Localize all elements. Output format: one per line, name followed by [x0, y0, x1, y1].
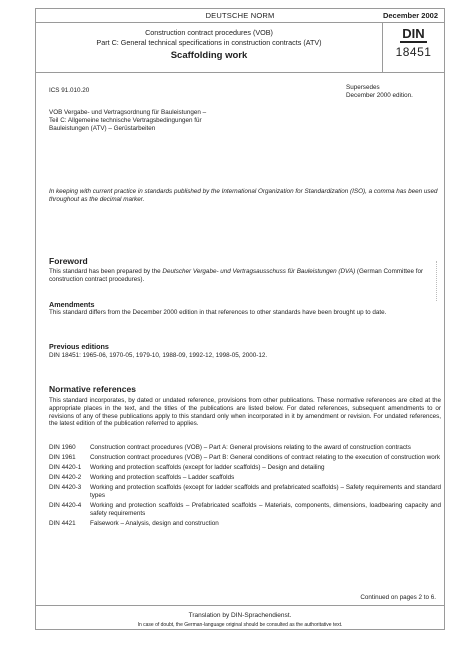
authoritative-text-note: In case of doubt, the German-language original should be consulted as the authoritative text. — [137, 622, 343, 628]
norm-label: DEUTSCHE NORM — [205, 11, 275, 20]
continued-note: Continued on pages 2 to 6. — [360, 594, 436, 601]
german-title-line-3: Bauleistungen (ATV) – Gerüstarbeiten — [49, 124, 156, 132]
german-title-line-2: Teil C: Allgemeine technische Vertragsbedingungen für — [49, 116, 202, 124]
reference-title: Falsework – Analysis, design and construction — [90, 520, 219, 528]
reference-title: Construction contract procedures (VOB) – Part B: General conditions of contract relating to the execution of construction work — [90, 454, 440, 462]
footer-divider — [36, 605, 444, 606]
supersedes-line-2: December 2000 edition. — [346, 91, 413, 99]
normative-references-heading: Normative references — [49, 384, 136, 394]
title-line-2: Part C: General technical specifications in construction contracts (ATV) — [96, 38, 322, 47]
reference-item — [49, 484, 441, 500]
reference-title: Working and protection scaffolds – Ladder scaffolds — [90, 474, 235, 482]
reference-code: DIN 4420-3 — [49, 484, 82, 492]
reference-item — [49, 520, 441, 528]
header-bar — [36, 9, 444, 23]
normative-references-text: This standard incorporates, by dated or undated reference, provisions from other publications. These normative references are cited at the appropriate places in the text, and the titles of the publications are listed below. For dated references, subsequent amendments to or revisions of any of these publications apply to this standard only when incorporated in it by amendment or revision. For undated references, the latest edition of the publication referred to applies. — [49, 397, 441, 428]
document-page — [35, 8, 445, 630]
din-logo: DIN — [402, 26, 425, 41]
reference-title: Working and protection scaffolds – Prefabricated scaffolds – Materials, components, dimensions, loadbearing capacity and safety requirements — [90, 502, 441, 518]
german-title-line-1: VOB Vergabe- und Vertragsordnung für Bauleistungen – — [49, 109, 207, 116]
reference-item — [49, 444, 441, 452]
din-number: 18451 — [395, 45, 432, 59]
reference-code: DIN 1961 — [49, 454, 76, 462]
supersedes-line-1: Supersedes — [346, 84, 380, 91]
foreword-committee-name: Deutscher Vergabe- und Vertragsausschuss für Bauleistungen (DVA) — [162, 268, 356, 275]
reference-code: DIN 4420-1 — [49, 464, 82, 472]
ics-code: ICS 91.010.20 — [49, 87, 90, 94]
title-line-1: Construction contract procedures (VOB) — [145, 28, 273, 37]
reference-code: DIN 1960 — [49, 444, 76, 451]
title-box — [36, 23, 444, 73]
reference-code: DIN 4420-2 — [49, 474, 82, 482]
publication-date: December 2002 — [382, 11, 438, 20]
main-title: Scaffolding work — [170, 50, 248, 61]
reference-title: Working and protection scaffolds (except for ladder scaffolds) – Design and detailing — [90, 464, 325, 472]
reference-item — [49, 474, 441, 482]
supersedes-note — [346, 84, 436, 100]
din-box — [382, 23, 444, 72]
foreword-text — [49, 268, 441, 284]
reference-item — [49, 454, 441, 462]
foreword-text-end: (German Committee for construction contract procedures). — [49, 268, 424, 283]
reference-title: Working and protection scaffolds (except for ladder scaffolds and prefabricated scaffolds) – Safety requirements and standard types — [90, 484, 441, 500]
reference-list — [49, 444, 441, 530]
reference-title: Construction contract procedures (VOB) – Part A: General provisions relating to the award of construction contracts — [90, 444, 411, 451]
reference-code: DIN 4420-4 — [49, 502, 82, 510]
previous-editions-text: DIN 18451: 1965-06, 1970-05, 1979-10, 1988-09, 1992-12, 1998-05, 2000-12. — [49, 352, 268, 359]
reference-code: DIN 4421 — [49, 520, 76, 528]
german-title — [49, 109, 299, 132]
foreword-heading: Foreword — [49, 256, 88, 266]
foreword-text-start: This standard has been prepared by the — [49, 268, 163, 275]
reference-item — [49, 464, 441, 472]
previous-editions-heading: Previous editions — [49, 342, 109, 351]
translation-note: Translation by DIN-Sprachendienst. — [188, 612, 292, 619]
reference-item — [49, 502, 441, 518]
amendments-text: This standard differs from the December 2000 edition in that references to other standards have been brought up to date. — [49, 309, 387, 316]
amendments-heading: Amendments — [49, 300, 95, 309]
decimal-marker-note: In keeping with current practice in standards published by the International Organization for Standardization (ISO), a comma has been used throughout as the decimal marker. — [49, 188, 438, 203]
title-block — [36, 28, 382, 62]
